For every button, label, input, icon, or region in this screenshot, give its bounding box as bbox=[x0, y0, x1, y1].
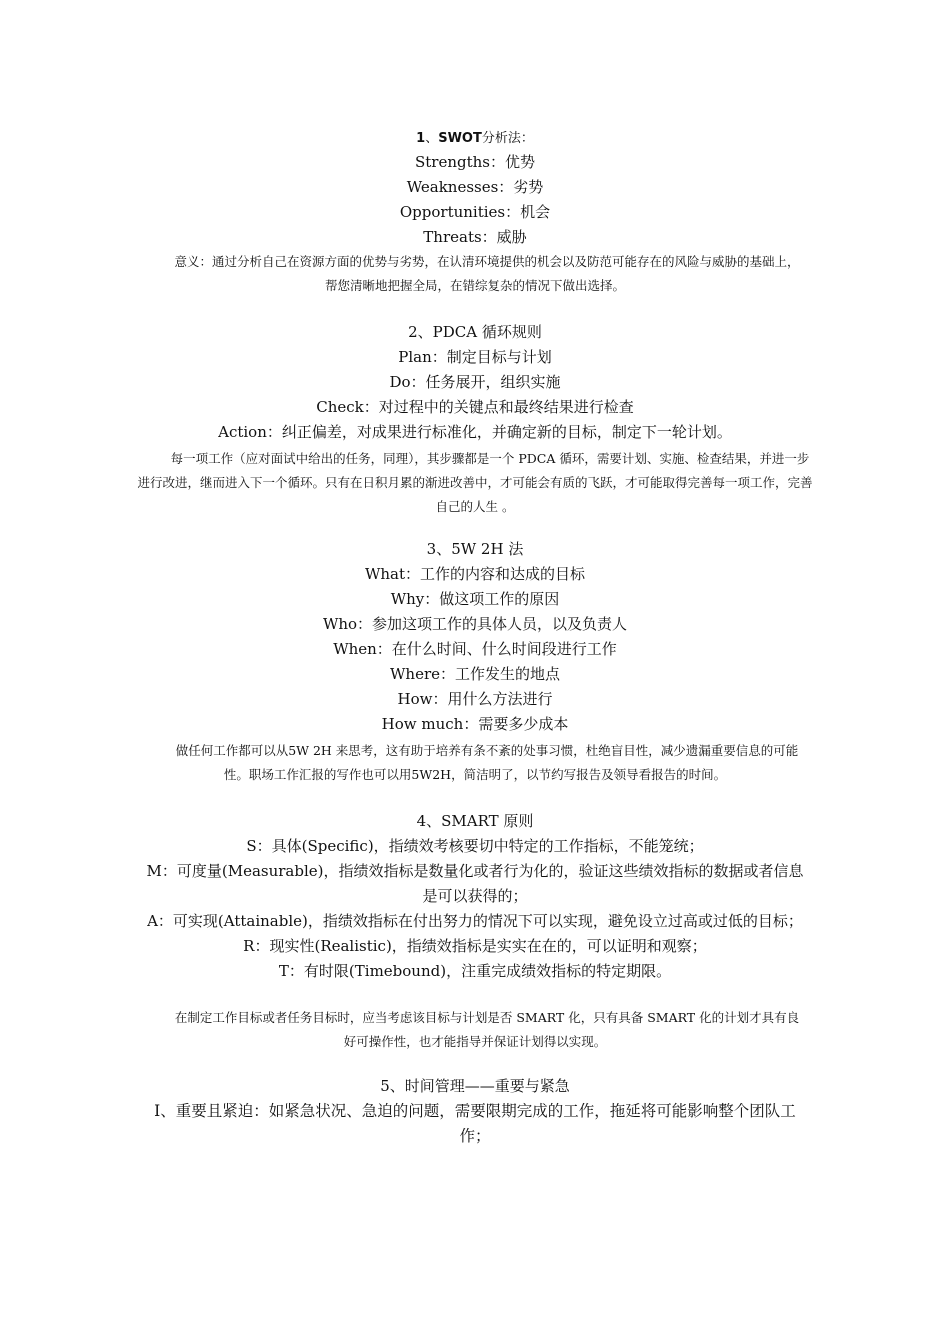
section4-item: S：具体(Specific)，指绩效考核要切中特定的工作指标，不能笼统； bbox=[246, 837, 704, 855]
section3-item: When：在什么时间、什么时间段进行工作 bbox=[333, 640, 617, 658]
section3-item: How much：需要多少成本 bbox=[381, 715, 569, 733]
section5-title: 5、时间管理——重要与紧急 bbox=[380, 1077, 570, 1095]
section4-item: T：有时限(Timebound)，注重完成绩效指标的特定期限。 bbox=[278, 962, 672, 980]
section3-title: 3、5W 2H 法 bbox=[426, 540, 524, 558]
section1-title bbox=[140, 128, 810, 150]
section2-item: Check：对过程中的关键点和最终结果进行检查 bbox=[316, 398, 634, 416]
section3-item: Why：做这项工作的原因 bbox=[390, 590, 560, 608]
section2-item: Plan：制定目标与计划 bbox=[398, 348, 552, 366]
section2-item: Action：纠正偏差，对成果进行标准化，并确定新的目标，制定下一轮计划。 bbox=[218, 423, 732, 441]
section1-title-sep: 、 bbox=[425, 131, 439, 146]
section1-item: Threats：威胁 bbox=[423, 228, 527, 246]
section4-item: R：现实性(Realistic)，指绩效指标是实实在在的，可以证明和观察； bbox=[243, 937, 707, 955]
section4-title: 4、SMART 原则 bbox=[416, 812, 534, 830]
section1-item: Strengths：优势 bbox=[414, 153, 535, 171]
section2-item: Do：任务展开，组织实施 bbox=[389, 373, 561, 391]
section1-item: Opportunities：机会 bbox=[399, 203, 551, 221]
section4-item: A：可实现(Attainable)，指绩效指标在付出努力的情况下可以实现，避免设立过高或过低的目标； bbox=[147, 912, 803, 930]
section1-title-tail: 分析法： bbox=[481, 131, 534, 146]
section3-item: What：工作的内容和达成的目标 bbox=[364, 565, 586, 583]
section2-paragraph: 每一项工作（应对面试中给出的任务，同理），其步骤都是一个 PDCA 循环，需要计划、实施、检查结果，并进一步进行改进，继而进入下一个循环。只有在日积月累的渐进改善中，才可能会有质的飞跃，才可能取得完善每一项工作，完善自己的人生 。 bbox=[137, 451, 813, 514]
document-content bbox=[137, 128, 813, 1149]
section1-meaning: 意义：通过分析自己在资源方面的优势与劣势，在认清环境提供的机会以及防范可能存在的风险与威胁的基础上，帮您清晰地把握全局，在错综复杂的情况下做出选择。 bbox=[174, 254, 800, 293]
section3-paragraph: 做任何工作都可以从5W 2H 来思考，这有助于培养有条不紊的处事习惯，杜绝盲目性，减少遗漏重要信息的可能性。职场工作汇报的写作也可以用5W2H，简洁明了，以节约写报告及领导看报告的时间。 bbox=[175, 743, 799, 782]
section3-item: How：用什么方法进行 bbox=[397, 690, 553, 708]
section5-item: Ⅰ、重要且紧迫：如紧急状况、急迫的问题，需要限期完成的工作，拖延将可能影响整个团队工作； bbox=[154, 1102, 796, 1145]
section3-item: Where：工作发生的地点 bbox=[389, 665, 560, 683]
section2-title: 2、PDCA 循环规则 bbox=[408, 323, 542, 341]
section4-item: M：可度量(Measurable)，指绩效指标是数量化或者行为化的，验证这些绩效指标的数据或者信息是可以获得的； bbox=[146, 862, 804, 905]
section1-title-num: 1 bbox=[416, 131, 426, 146]
section3-item: Who：参加这项工作的具体人员，以及负责人 bbox=[322, 615, 628, 633]
section1-title-swot: SWOT bbox=[438, 131, 482, 146]
section4-paragraph: 在制定工作目标或者任务目标时，应当考虑该目标与计划是否 SMART 化，只有具备 SMART 化的计划才具有良好可操作性，也才能指导并保证计划得以实现。 bbox=[174, 1010, 800, 1049]
section1-item: Weaknesses：劣势 bbox=[406, 178, 544, 196]
